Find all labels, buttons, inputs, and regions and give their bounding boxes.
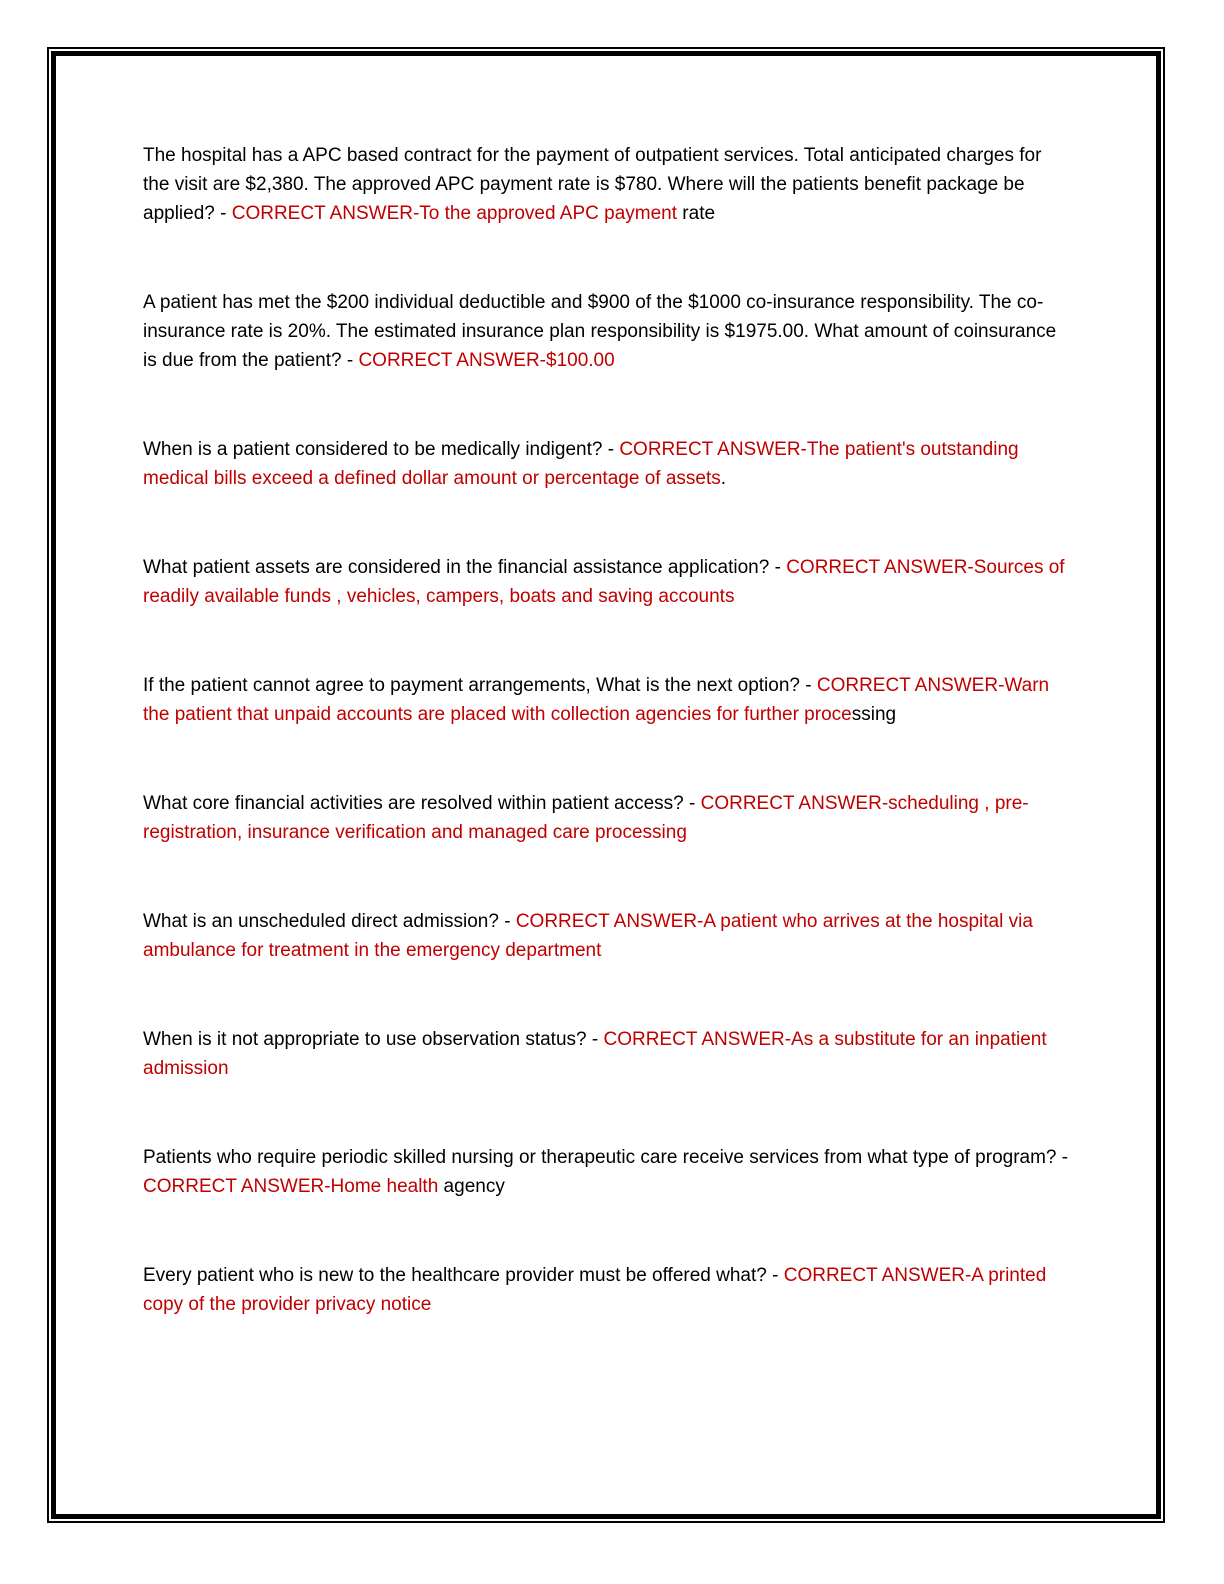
qa-item-2 bbox=[143, 288, 1073, 375]
question-text: What core financial activities are resolved within patient access? - bbox=[143, 793, 701, 814]
qa-item-3 bbox=[143, 435, 1073, 493]
qa-item-1 bbox=[143, 141, 1073, 228]
question-text: If the patient cannot agree to payment arrangements, What is the next option? - bbox=[143, 675, 817, 696]
answer-text: CORRECT ANSWER-A printed copy of the provider privacy notice bbox=[143, 1265, 1047, 1315]
answer-text: CORRECT ANSWER-scheduling , pre-registration, insurance verification and managed care processing bbox=[143, 793, 1029, 843]
answer-text: CORRECT ANSWER-A patient who arrives at the hospital via ambulance for treatment in the emergency department bbox=[143, 911, 1033, 961]
qa-item-4 bbox=[143, 553, 1073, 611]
question-text: When is it not appropriate to use observation status? - bbox=[143, 1029, 604, 1050]
answer-text: CORRECT ANSWER-Sources of readily available funds , vehicles, campers, boats and saving accounts bbox=[143, 557, 1065, 607]
question-text: What patient assets are considered in the financial assistance application? - bbox=[143, 557, 787, 578]
answer-text: CORRECT ANSWER-As a substitute for an inpatient admission bbox=[143, 1029, 1047, 1079]
question-text: The hospital has a APC based contract for the payment of outpatient services. Total anticipated charges for the visit are $2,380. The approved APC payment rate is $780. Where will the patients benefit package be applied? - bbox=[143, 145, 1042, 224]
answer-tail: rate bbox=[677, 203, 716, 224]
answer-text: CORRECT ANSWER-$100.00 bbox=[358, 350, 615, 371]
answer-tail: agency bbox=[438, 1176, 505, 1197]
qa-item-5 bbox=[143, 671, 1073, 729]
answer-text: CORRECT ANSWER-To the approved APC payment bbox=[231, 203, 678, 224]
answer-tail: . bbox=[720, 468, 727, 489]
qa-item-10 bbox=[143, 1261, 1073, 1319]
qa-item-6 bbox=[143, 789, 1073, 847]
answer-text: CORRECT ANSWER-Warn the patient that unpaid accounts are placed with collection agencies for further proce bbox=[143, 675, 1050, 725]
answer-text: CORRECT ANSWER-The patient's outstanding medical bills exceed a defined dollar amount or percentage of assets bbox=[143, 439, 1019, 489]
qa-item-7 bbox=[143, 907, 1073, 965]
question-text: What is an unscheduled direct admission? - bbox=[143, 911, 516, 932]
qa-item-9 bbox=[143, 1143, 1073, 1201]
question-text: Every patient who is new to the healthcare provider must be offered what? - bbox=[143, 1265, 784, 1286]
question-text: A patient has met the $200 individual deductible and $900 of the $1000 co-insurance responsibility. The co-insurance rate is 20%. The estimated insurance plan responsibility is $1975.00. What amount of coinsurance is due from the patient? - bbox=[143, 292, 1057, 371]
question-text: Patients who require periodic skilled nursing or therapeutic care receive services from what type of program? - bbox=[143, 1147, 1069, 1168]
question-text: When is a patient considered to be medically indigent? - bbox=[143, 439, 620, 460]
qa-item-8 bbox=[143, 1025, 1073, 1083]
answer-tail: ssing bbox=[851, 704, 897, 725]
document-body bbox=[143, 141, 1073, 1379]
answer-text: CORRECT ANSWER-Home health bbox=[143, 1176, 439, 1197]
